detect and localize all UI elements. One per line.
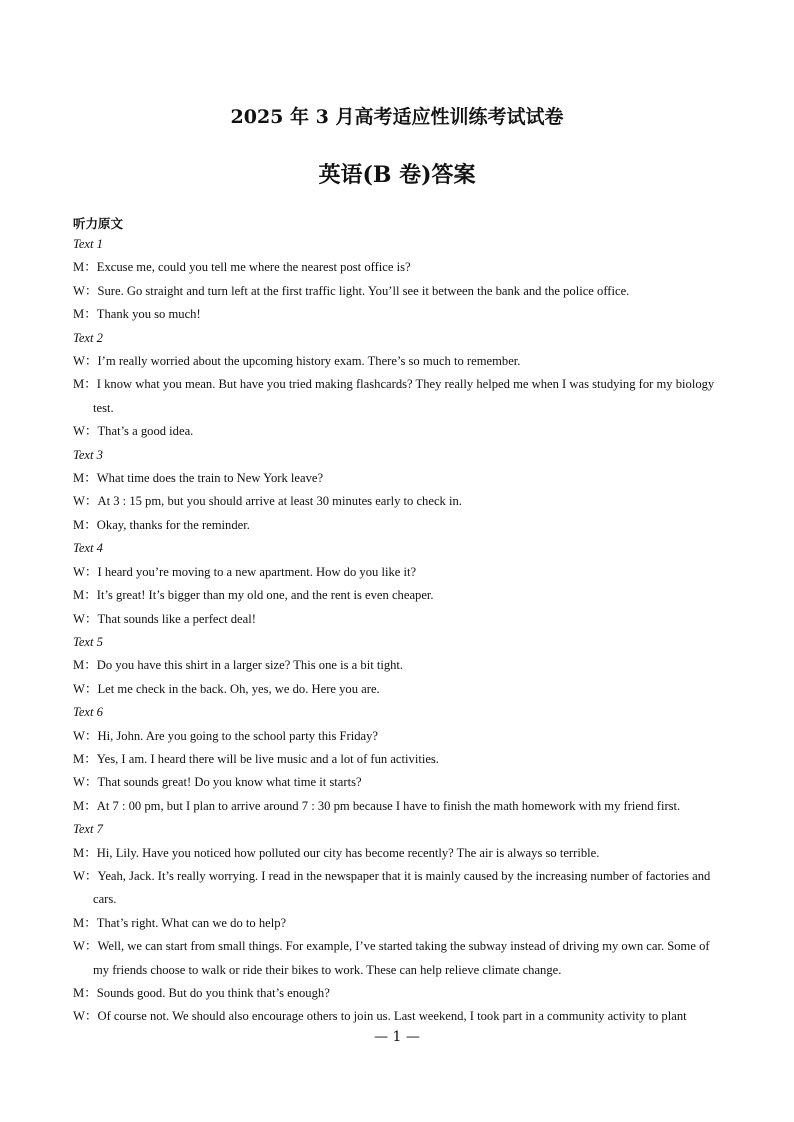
dialogue-text: I know what you mean. But have you tried making flashcards? They really helped me when I was studying for my biology test.: [93, 377, 715, 415]
dialogue-text: Let me check in the back. Oh, yes, we do. Here you are.: [97, 681, 380, 696]
dialogue-line: [73, 584, 723, 607]
dialogue-line: [73, 280, 723, 303]
dialogue-line: [73, 303, 723, 326]
speaker-separator: ：: [84, 1009, 98, 1024]
dialogue-line: [73, 561, 723, 584]
dialogue-line: [73, 654, 723, 677]
dialogue-text: Excuse me, could you tell me where the nearest post office is?: [96, 260, 411, 275]
dialogue-line: [73, 725, 723, 748]
text-label: Text 5: [73, 634, 103, 649]
dialogue-text: Hi, Lily. Have you noticed how polluted our city has become recently? The air is always so terrible.: [96, 845, 600, 860]
speaker-separator: ：: [84, 845, 97, 860]
dialogue-line: [73, 865, 723, 912]
dialogue-text: Okay, thanks for the reminder.: [96, 517, 250, 532]
dialogue-text: Do you have this shirt in a larger size? This one is a bit tight.: [96, 658, 404, 673]
dialogue-text: That’s right. What can we do to help?: [96, 915, 287, 930]
dialogue-line: [73, 1005, 723, 1028]
speaker-separator: ：: [84, 588, 97, 603]
dialogue-line: [73, 982, 723, 1005]
speaker-label: W: [73, 775, 85, 790]
speaker-separator: ：: [84, 307, 97, 322]
text-label: Text 7: [73, 822, 103, 837]
speaker-label: W: [73, 611, 85, 626]
dialogue-line: [73, 420, 723, 443]
dialogue-line: [73, 350, 723, 373]
speaker-separator: ：: [84, 751, 97, 766]
dialogue-text: Yeah, Jack. It’s really worrying. I read in the newspaper that it is mainly caused by the increasing number of factories and cars.: [93, 868, 711, 907]
dialogue-line: [73, 795, 723, 818]
speaker-label: W: [73, 1009, 85, 1024]
speaker-label: W: [73, 681, 85, 696]
speaker-separator: ：: [84, 915, 97, 930]
speaker-separator: ：: [84, 798, 97, 813]
speaker-separator: ：: [84, 517, 97, 532]
dialogue-text: That’s a good idea.: [97, 424, 194, 439]
dialogue-line: [73, 771, 723, 794]
speaker-separator: ：: [84, 377, 97, 392]
speaker-label: M: [73, 377, 85, 392]
dialogue-text: Yes, I am. I heard there will be live music and a lot of fun activities.: [96, 751, 439, 766]
dialogue-text: What time does the train to New York leave?: [96, 471, 324, 486]
speaker-label: W: [73, 564, 85, 579]
dialogue-text: I heard you’re moving to a new apartment. How do you like it?: [97, 564, 417, 579]
speaker-separator: ：: [84, 283, 98, 298]
speaker-label: M: [73, 845, 85, 860]
speaker-label: W: [73, 728, 85, 743]
dialogue-text: That sounds great! Do you know what time it starts?: [97, 775, 362, 790]
page-title: 2025 年 3 月高考适应性训练考试试卷: [230, 106, 564, 128]
speaker-separator: ：: [84, 471, 97, 486]
dialogue-line: [73, 490, 723, 513]
speaker-label: M: [73, 915, 85, 930]
transcript: [73, 233, 723, 1029]
text-label: Text 4: [73, 541, 103, 556]
page-subtitle: 英语(B 卷)答案: [318, 162, 476, 188]
dialogue-text: Sounds good. But do you think that’s enough?: [96, 986, 330, 1000]
speaker-separator: ：: [84, 354, 98, 369]
dialogue-line: [73, 912, 723, 935]
page-number: — 1 —: [374, 1029, 420, 1045]
speaker-label: M: [73, 751, 85, 766]
speaker-separator: ：: [84, 564, 98, 579]
speaker-label: M: [73, 658, 85, 673]
dialogue-line: [73, 935, 723, 982]
dialogue-line: [73, 842, 723, 865]
dialogue-line: [73, 256, 723, 279]
speaker-separator: ：: [84, 986, 97, 1000]
speaker-separator: ：: [84, 424, 98, 439]
speaker-separator: ：: [84, 611, 98, 626]
speaker-label: W: [73, 868, 85, 883]
speaker-label: M: [73, 986, 85, 1000]
text-label: Text 6: [73, 705, 103, 720]
speaker-separator: ：: [84, 728, 98, 743]
speaker-separator: ：: [84, 775, 98, 790]
speaker-separator: ：: [84, 494, 98, 509]
speaker-label: M: [73, 798, 85, 813]
dialogue-text: At 3 : 15 pm, but you should arrive at least 30 minutes early to check in.: [97, 494, 462, 509]
speaker-label: W: [73, 494, 85, 509]
dialogue-line: [73, 678, 723, 701]
dialogue-text: Sure. Go straight and turn left at the first traffic light. You’ll see it between the bank and the police office.: [97, 283, 630, 298]
speaker-label: M: [73, 517, 85, 532]
speaker-label: M: [73, 588, 85, 603]
dialogue-text: At 7 : 00 pm, but I plan to arrive around 7 : 30 pm because I have to finish the math homework with my friend first.: [96, 798, 681, 813]
speaker-separator: ：: [84, 681, 98, 696]
dialogue-line: [73, 514, 723, 537]
speaker-label: W: [73, 354, 85, 369]
dialogue-text: Well, we can start from small things. For example, I’ve started taking the subway instead of driving my own car. Some of my friends choose to walk or ride their bikes to work. These can help relieve climate change.: [93, 939, 710, 977]
dialogue-line: [73, 748, 723, 771]
section-heading: 听力原文: [73, 216, 124, 231]
text-label: Text 3: [73, 447, 103, 462]
dialogue-text: Hi, John. Are you going to the school party this Friday?: [97, 728, 379, 743]
speaker-separator: ：: [84, 658, 97, 673]
dialogue-text: I’m really worried about the upcoming history exam. There’s so much to remember.: [97, 354, 521, 369]
text-label: Text 1: [73, 237, 103, 251]
speaker-label: W: [73, 424, 85, 439]
speaker-label: W: [73, 939, 85, 954]
dialogue-text: It’s great! It’s bigger than my old one, and the rent is even cheaper.: [96, 588, 434, 603]
speaker-separator: ：: [84, 868, 98, 883]
dialogue-line: [73, 467, 723, 490]
speaker-label: M: [73, 471, 85, 486]
speaker-label: W: [73, 283, 85, 298]
speaker-separator: ：: [84, 260, 97, 275]
speaker-label: M: [73, 260, 85, 275]
dialogue-text: Thank you so much!: [96, 307, 201, 322]
dialogue-line: [73, 608, 723, 631]
dialogue-text: That sounds like a perfect deal!: [97, 611, 256, 626]
speaker-separator: ：: [84, 939, 98, 954]
dialogue-text: Of course not. We should also encourage others to join us. Last weekend, I took part in a community activity to plant: [97, 1009, 687, 1024]
speaker-label: M: [73, 307, 85, 322]
dialogue-line: [73, 373, 723, 420]
text-label: Text 2: [73, 330, 103, 345]
